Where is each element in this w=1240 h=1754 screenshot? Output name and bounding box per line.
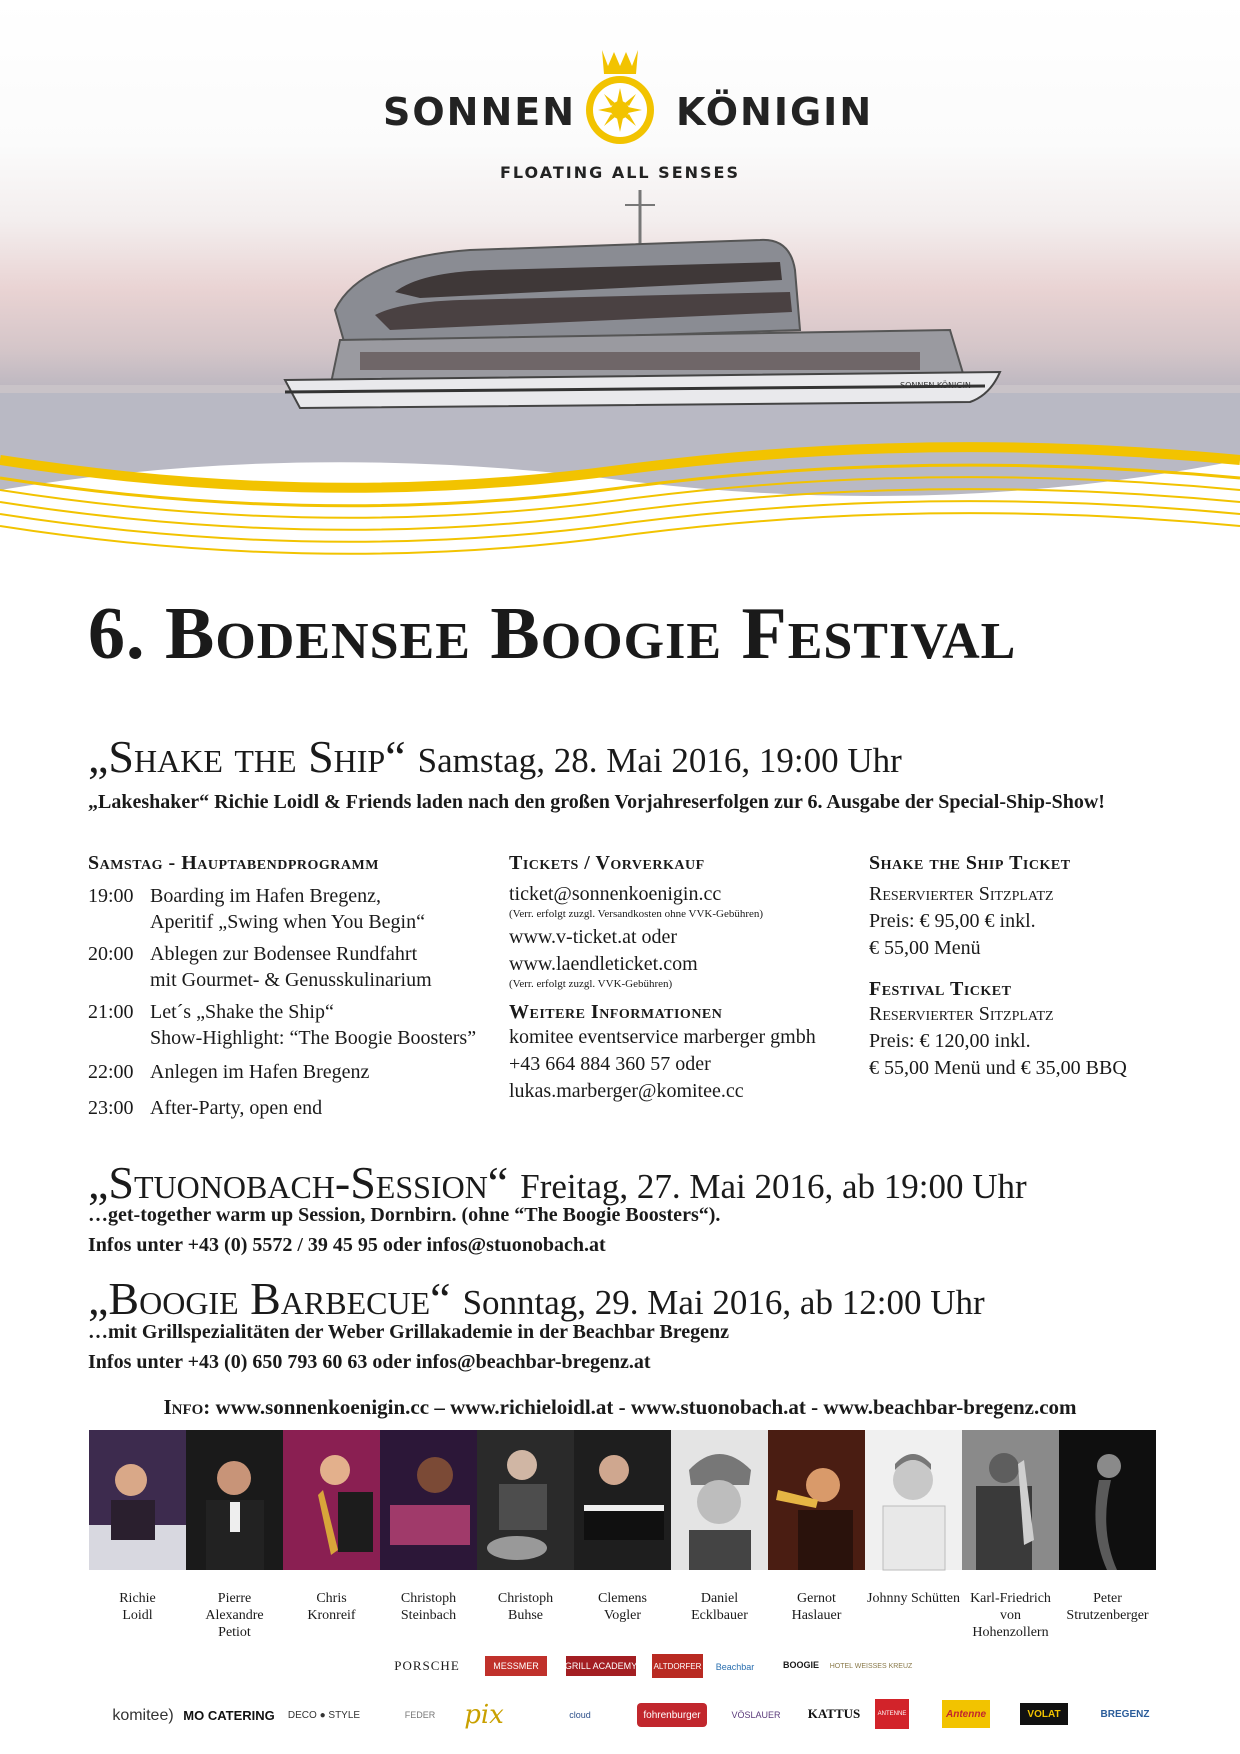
sponsor-logo: Beachbar <box>715 1662 755 1672</box>
ticket-vticket: www.v-ticket.at oder <box>509 926 678 948</box>
program-item <box>88 1095 488 1121</box>
event-date: Sonntag, 29. Mai 2016, ab 12:00 Uhr <box>462 1283 985 1322</box>
event-shake-the-ship <box>88 730 902 783</box>
event-title: „Boogie Barbecue“ <box>88 1273 451 1324</box>
sponsor-logo: VÖSLAUER <box>731 1710 781 1720</box>
header-banner <box>0 0 1240 580</box>
musician-photo <box>768 1430 865 1570</box>
sponsor-logo: FEDER <box>404 1710 436 1720</box>
musician-photo <box>865 1430 962 1570</box>
musician-name: Richie Loidl <box>119 1591 156 1623</box>
event-info: Infos unter +43 (0) 5572 / 39 45 95 oder infos@stuonobach.at <box>88 1234 606 1256</box>
program-time: 22:00 <box>88 1061 134 1083</box>
sponsor-logo: DECO ● STYLE <box>287 1709 361 1721</box>
musician-name: Karl-Friedrich von Hohenzollern <box>970 1591 1051 1640</box>
program-column <box>88 852 488 1121</box>
musician-name: Pierre Alexandre Petiot <box>205 1591 264 1640</box>
brand-logo <box>0 30 1240 190</box>
musician-name: Christoph Buhse <box>497 1591 554 1623</box>
program-time: 21:00 <box>88 1001 134 1023</box>
brand-name-left: SONNEN <box>383 90 577 134</box>
event-date: Freitag, 27. Mai 2016, ab 19:00 Uhr <box>520 1167 1027 1206</box>
musician-photo <box>283 1430 380 1570</box>
sponsor-logo: ALTDORFER <box>652 1654 703 1678</box>
info-line: lukas.marberger@komitee.cc <box>509 1080 744 1102</box>
program-text: Anlegen im Hafen Bregenz <box>150 1061 370 1083</box>
sponsor-logo: MESSMER <box>485 1656 547 1676</box>
musician-name: Gernot Haslauer <box>791 1591 842 1623</box>
ship-ticket-heading: Shake the Ship Ticket <box>869 852 1071 874</box>
musician-names <box>89 1590 1157 1641</box>
info-label: Info: <box>163 1395 211 1419</box>
program-item <box>88 941 488 993</box>
musician-name: Clemens Vogler <box>598 1591 647 1623</box>
event-stuonobach-session <box>88 1156 1027 1209</box>
event-title: „Shake the Ship“ <box>88 731 406 782</box>
program-text: After-Party, open end <box>150 1097 323 1119</box>
festival-ticket-heading: Festival Ticket <box>869 978 1012 1000</box>
info-line: +43 664 884 360 57 oder <box>509 1053 711 1075</box>
sponsor-logo: PORSCHE <box>394 1658 460 1673</box>
festival-title: 6. Bodensee Boogie Festival <box>88 593 1017 675</box>
program-heading: Samstag - Hauptabendprogramm <box>88 852 379 874</box>
prices-column <box>869 852 1159 1082</box>
sponsor-logo: pix <box>464 1700 504 1730</box>
sponsor-logo: BREGENZ <box>1100 1708 1150 1720</box>
event-date: Samstag, 28. Mai 2016, 19:00 Uhr <box>417 741 902 780</box>
ship-ticket-extra: € 55,00 Menü <box>869 937 981 959</box>
info-urls: www.sonnenkoenigin.cc – www.richieloidl.at - www.stuonobach.at - www.beachbar-bregenz.com <box>215 1395 1077 1419</box>
musician-photo <box>671 1430 768 1570</box>
musician-photo <box>962 1430 1059 1570</box>
sponsor-logo: fohrenburger <box>637 1703 707 1727</box>
program-text: Boarding im Hafen Bregenz, <box>150 885 382 907</box>
musician-name: Christoph Steinbach <box>400 1591 457 1623</box>
program-item <box>88 999 488 1051</box>
program-text: Ablegen zur Bodensee Rundfahrt <box>150 943 418 965</box>
ship-ticket-seat: Reservierter Sitzplatz <box>869 883 1054 905</box>
musician-name: Peter Strutzenberger <box>1066 1591 1149 1623</box>
sponsor-logo: GRILL ACADEMY <box>566 1656 636 1676</box>
ticket-note: (Verr. erfolgt zuzgl. Versandkosten ohne VVK-Gebühren) <box>509 908 764 920</box>
event-info: Infos unter +43 (0) 650 793 60 63 oder infos@beachbar-bregenz.at <box>88 1351 651 1373</box>
musician-photo <box>1059 1430 1156 1570</box>
yellow-waves <box>0 440 1240 580</box>
info-websites <box>0 1395 1240 1420</box>
musician-photo <box>186 1430 283 1570</box>
event-boogie-barbecue <box>88 1272 985 1325</box>
sponsor-logo: komitee) <box>112 1707 174 1724</box>
program-text: Let´s „Shake the Ship“ <box>150 1001 334 1023</box>
musician-name: Chris Kronreif <box>307 1591 356 1623</box>
musician-photo <box>574 1430 671 1570</box>
brand-name-right: KÖNIGIN <box>676 90 874 134</box>
festival-ticket-price: Preis: € 120,00 inkl. <box>869 1030 1031 1052</box>
crown-sun-icon <box>582 30 658 150</box>
musician-photo <box>380 1430 477 1570</box>
event-title: „Stuonobach-Session“ <box>88 1157 509 1208</box>
sponsor-logo: BOOGIE <box>782 1660 819 1670</box>
ship-name-lettering: SONNEN KÖNIGIN <box>900 381 971 390</box>
musician-photo <box>89 1430 186 1570</box>
ticket-laendle: www.laendleticket.com <box>509 953 698 975</box>
sponsor-logo: MO CATERING <box>183 1707 275 1723</box>
musician-name: Johnny Schütten <box>867 1591 960 1606</box>
sponsor-logo: KATTUS <box>807 1706 861 1721</box>
program-item <box>88 883 488 935</box>
program-item <box>88 1059 488 1085</box>
sponsor-logo: cloud <box>569 1710 591 1720</box>
brand-tagline: FLOATING ALL SENSES <box>500 163 740 182</box>
program-time: 20:00 <box>88 943 134 965</box>
ticket-note: (Verr. erfolgt zuzgl. VVK-Gebühren) <box>509 978 673 990</box>
sponsor-logo: ANTENNE <box>875 1699 909 1729</box>
tickets-column <box>509 852 859 1105</box>
sponsor-logo: HOTEL WEISSES KREUZ <box>829 1662 913 1670</box>
tickets-heading: Tickets / Vorverkauf <box>509 852 705 874</box>
event-description: „Lakeshaker“ Richie Loidl & Friends laden nach den großen Vorjahreserfolgen zur 6. Ausgabe der Special-Ship-Show! <box>88 791 1105 813</box>
event-description: …mit Grillspezialitäten der Weber Grillakademie in der Beachbar Bregenz <box>88 1321 730 1343</box>
festival-ticket-extra: € 55,00 Menü und € 35,00 BBQ <box>869 1057 1127 1079</box>
ticket-email: ticket@sonnenkoenigin.cc <box>509 883 722 905</box>
info-heading: Weitere Informationen <box>509 1001 723 1023</box>
sponsor-logo: VOLAT <box>1020 1703 1068 1725</box>
musician-photo <box>477 1430 574 1570</box>
musician-name: Daniel Ecklbauer <box>691 1591 748 1623</box>
event-description: …get-together warm up Session, Dornbirn. (ohne “The Boogie Boosters“). <box>88 1204 721 1226</box>
ship-ticket-price: Preis: € 95,00 € inkl. <box>869 910 1036 932</box>
program-time: 23:00 <box>88 1097 134 1119</box>
program-text: mit Gourmet- & Genusskulinarium <box>150 969 432 991</box>
info-line: komitee eventservice marberger gmbh <box>509 1026 816 1048</box>
program-text: Show-Highlight: “The Boogie Boosters” <box>150 1027 477 1049</box>
musician-photos <box>89 1430 1157 1570</box>
program-text: Aperitif „Swing when You Begin“ <box>150 911 425 933</box>
festival-ticket-seat: Reservierter Sitzplatz <box>869 1003 1054 1025</box>
program-time: 19:00 <box>88 885 134 907</box>
sponsor-logo: Antenne <box>942 1700 990 1728</box>
